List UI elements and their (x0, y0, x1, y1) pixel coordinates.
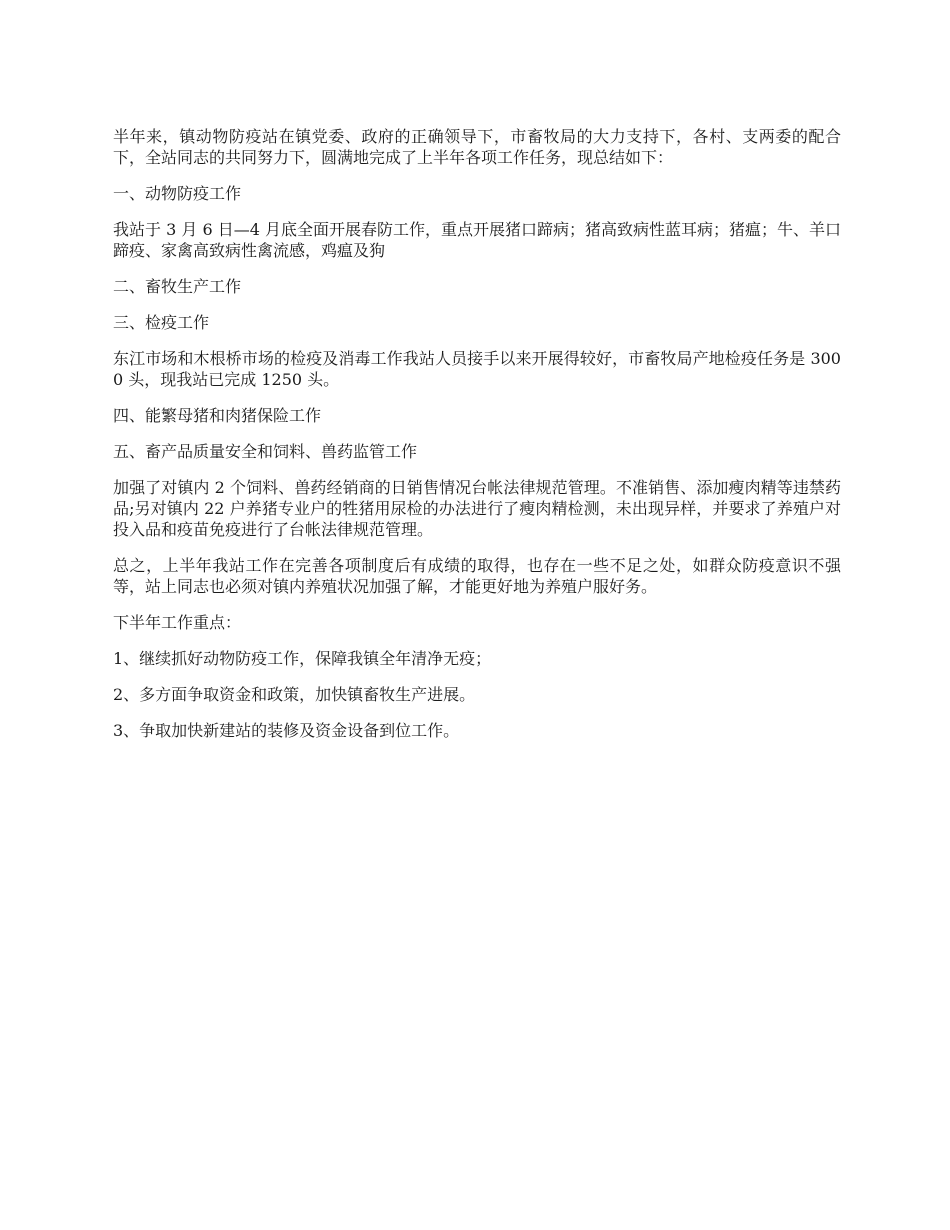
section-heading-animal-epidemic-prevention: 一、动物防疫工作 (113, 184, 242, 203)
section-heading-livestock-production: 二、畜牧生产工作 (113, 277, 242, 296)
section-body-animal-epidemic-prevention: 我站于 3 月 6 日—4 月底全面开展春防工作，重点开展猪口蹄病；猪高致病性蓝耳病；猪瘟；牛、羊口蹄疫、家禽高致病性禽流感，鸡瘟及狗 (113, 220, 841, 260)
section-heading-quarantine: 三、检疫工作 (113, 313, 210, 332)
summary-paragraph: 总之，上半年我站工作在完善各项制度后有成绩的取得，也存在一些不足之处，如群众防疫意识不强等，站上同志也必须对镇内养殖状况加强了解，才能更好地为养殖户服好务。 (113, 556, 841, 596)
plan-heading: 下半年工作重点： (113, 613, 242, 632)
section-heading-product-quality-supervision: 五、畜产品质量安全和饲料、兽药监管工作 (113, 442, 418, 461)
intro-paragraph: 半年来，镇动物防疫站在镇党委、政府的正确领导下，市畜牧局的大力支持下，各村、支两委的配合下，全站同志的共同努力下，圆满地完成了上半年各项工作任务，现总结如下： (113, 127, 841, 167)
section-body-quarantine: 东江市场和木根桥市场的检疫及消毒工作我站人员接手以来开展得较好，市畜牧局产地检疫任务是 3000 头，现我站已完成 1250 头。 (113, 349, 841, 389)
document-body (113, 126, 841, 756)
plan-item: 3、争取加快新建站的装修及资金设备到位工作。 (113, 721, 460, 740)
section-heading-sow-and-pig-insurance: 四、能繁母猪和肉猪保险工作 (113, 406, 322, 425)
plan-item: 1、继续抓好动物防疫工作，保障我镇全年清净无疫； (113, 649, 492, 668)
section-body-product-quality-supervision: 加强了对镇内 2 个饲料、兽药经销商的日销售情况台帐法律规范管理。不准销售、添加瘦肉精等违禁药品;另对镇内 22 户养猪专业户的牲猪用尿检的办法进行了瘦肉精检测，未出现异样，并要求了养殖户对投入品和疫苗免疫进行了台帐法律规范管理。 (113, 478, 841, 539)
plan-item: 2、多方面争取资金和政策，加快镇畜牧生产进展。 (113, 685, 476, 704)
